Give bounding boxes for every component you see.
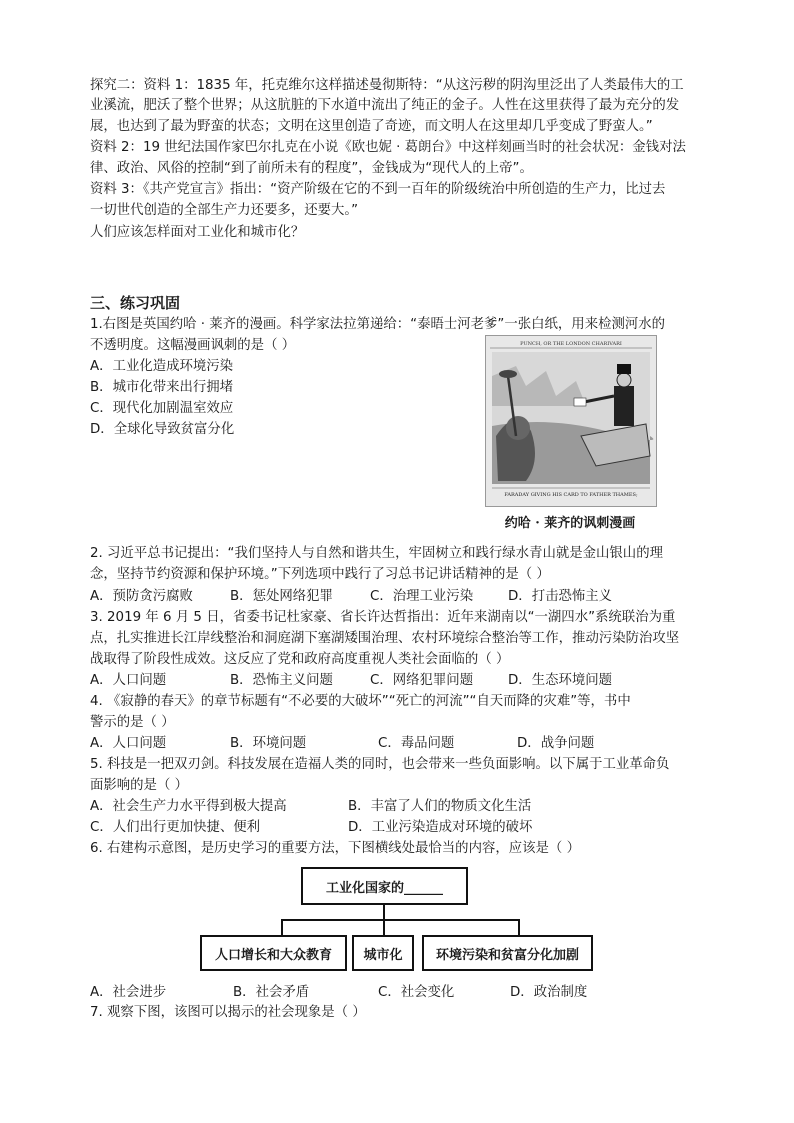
q5-stem-2: 面影响的是（ ） <box>90 778 188 793</box>
diagram-connector <box>518 919 520 935</box>
q2-option-a: A．预防贪污腐败 <box>90 589 193 604</box>
diagram-connector <box>383 919 385 935</box>
cartoon-caption: 约哈 · 莱齐的讽刺漫画 <box>504 516 636 531</box>
q4-option-b: B．环境问题 <box>230 736 307 751</box>
explore-line-7: 一切世代创造的全部生产力还要多，还要大。” <box>90 203 359 218</box>
q3-option-b: B．恐怖主义问题 <box>230 673 333 688</box>
cartoon-header-text: PUNCH, OR THE LONDON CHARIVARI <box>520 341 622 347</box>
q6-option-a: A．社会进步 <box>90 985 167 1000</box>
explore-line-1: 探究二：资料 1：1835 年，托克维尔这样描述曼彻斯特：“从这污秽的阴沟里泛出了人类最伟大的工 <box>90 78 684 93</box>
q4-option-c: C．毒品问题 <box>378 736 455 751</box>
q3-stem-3: 战取得了阶段性成效。这反应了党和政府高度重视人类社会面临的（ ） <box>90 652 510 667</box>
cartoon-drawing <box>486 336 656 506</box>
q1-option-c: C．现代化加剧温室效应 <box>90 401 234 416</box>
q4-stem-2: 警示的是（ ） <box>90 715 175 730</box>
q1-stem-1: 1.右图是英国约哈 · 莱齐的漫画。科学家法拉第递给：“泰晤士河老爹”一张白纸，用来检测河水的 <box>90 317 666 332</box>
q5-option-d: D．工业污染造成对环境的破坏 <box>348 820 533 835</box>
q3-option-d: D．生态环境问题 <box>508 673 613 688</box>
q2-option-c: C．治理工业污染 <box>370 589 474 604</box>
section-title: 三、练习巩固 <box>90 294 181 312</box>
q3-option-a: A．人口问题 <box>90 673 167 688</box>
q2-stem-1: 2. 习近平总书记提出：“我们坚持人与自然和谐共生，牢固树立和践行绿水青山就是金山银山的理 <box>90 546 663 561</box>
explore-line-4: 资料 2：19 世纪法国作家巴尔扎克在小说《欧也妮 · 葛朗台》中这样刻画当时的社会状况：金钱对法 <box>90 140 686 155</box>
diagram-box-population: 人口增长和大众教育 <box>200 935 347 971</box>
explore-line-5: 律、政治、风俗的控制“到了前所未有的程度”，金钱成为“现代人的上帝”。 <box>90 161 533 176</box>
diagram-box-urbanization: 城市化 <box>352 935 414 971</box>
q4-option-a: A．人口问题 <box>90 736 167 751</box>
diagram-connector <box>383 905 385 920</box>
q1-stem-2: 不透明度。这幅漫画讽刺的是（ ） <box>90 338 296 353</box>
cartoon-banner-text: FARADAY GIVING HIS CARD TO FATHER THAMES; <box>504 492 638 498</box>
q4-stem-1: 4. 《寂静的春天》的章节标题有“不必要的大破坏”“死亡的河流”“自天而降的灾难”等，书中 <box>90 694 631 709</box>
q6-option-d: D．政治制度 <box>510 985 588 1000</box>
q3-stem-2: 点，扎实推进长江岸线整治和洞庭湖下塞湖矮围治理、农村环境综合整治等工作，推动污染防治攻坚 <box>90 631 680 646</box>
q5-stem-1: 5. 科技是一把双刃剑。科技发展在造福人类的同时，也会带来一些负面影响。以下属于工业革命负 <box>90 757 670 772</box>
explore-question: 人们应该怎样面对工业化和城市化？ <box>90 225 305 240</box>
diagram-box-pollution: 环境污染和贫富分化加剧 <box>422 935 593 971</box>
diagram-connector <box>281 919 283 935</box>
q6-stem: 6. 右建构示意图，是历史学习的重要方法，下图横线处最恰当的内容，应该是（ ） <box>90 841 580 856</box>
q1-option-a: A．工业化造成环境污染 <box>90 359 234 374</box>
explore-line-2: 业溪流，肥沃了整个世界；从这肮脏的下水道中流出了纯正的金子。人性在这里获得了最为充分的发 <box>90 98 680 113</box>
diagram-connector <box>281 919 520 921</box>
q2-stem-2: 念，坚持节约资源和保护环境。”下列选项中践行了习总书记讲话精神的是（ ） <box>90 567 550 582</box>
q6-option-b: B．社会矛盾 <box>233 985 310 1000</box>
diagram-top-box: 工业化国家的______ <box>301 867 468 905</box>
q5-option-c: C．人们出行更加快捷、便利 <box>90 820 261 835</box>
q7-stem: 7. 观察下图，该图可以揭示的社会现象是（ ） <box>90 1005 366 1020</box>
q5-option-b: B．丰富了人们的物质文化生活 <box>348 799 532 814</box>
q4-option-d: D．战争问题 <box>517 736 595 751</box>
q2-option-d: D．打击恐怖主义 <box>508 589 613 604</box>
satire-cartoon-image <box>485 335 657 507</box>
explore-line-6: 资料 3：《共产党宣言》指出：“资产阶级在它的不到一百年的阶级统治中所创造的生产力，比过去 <box>90 182 666 197</box>
q3-option-c: C．网络犯罪问题 <box>370 673 474 688</box>
q1-option-d: D．全球化导致贫富分化 <box>90 422 235 437</box>
q5-option-a: A．社会生产力水平得到极大提高 <box>90 799 287 814</box>
q6-option-c: C．社会变化 <box>378 985 455 1000</box>
q1-option-b: B．城市化带来出行拥堵 <box>90 380 234 395</box>
q3-stem-1: 3. 2019 年 6 月 5 日，省委书记杜家豪、省长许达哲指出：近年来湖南以“一湖四水”系统联治为重 <box>90 610 676 625</box>
q2-option-b: B．惩处网络犯罪 <box>230 589 333 604</box>
explore-line-3: 展，也达到了最为野蛮的状态；文明在这里创造了奇迹，而文明人在这里却几乎变成了野蛮人。” <box>90 119 653 134</box>
